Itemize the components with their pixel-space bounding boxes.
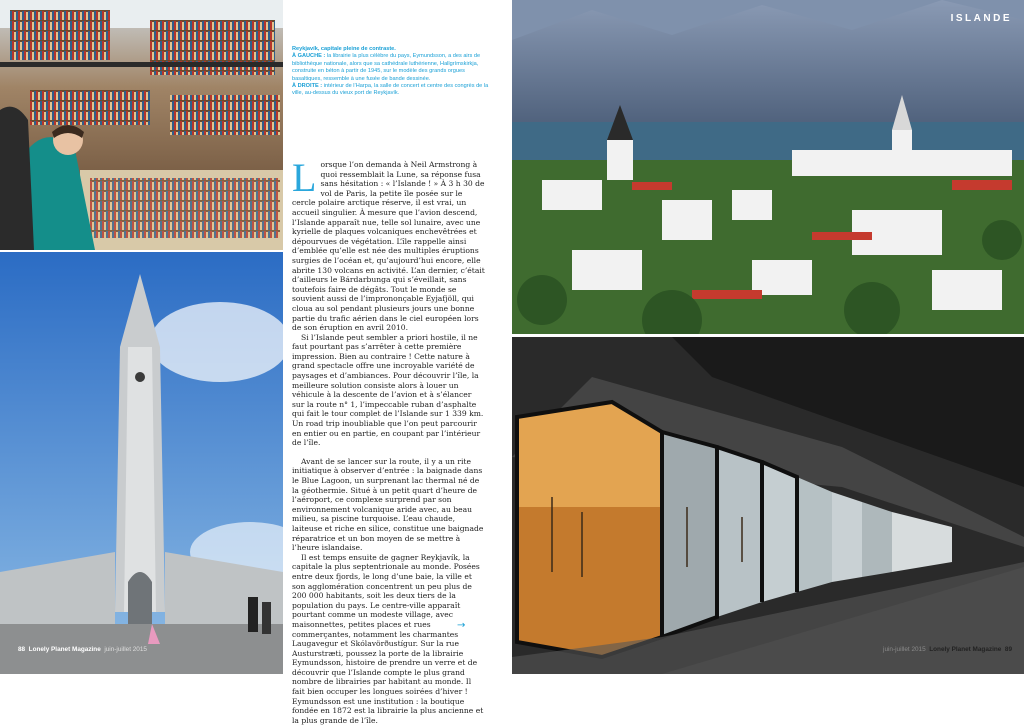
article-paragraph: Il est temps ensuite de gagner Reykjavík, la capitale la plus septentrionale au monde. Posées entre deux fjords, le long d’une baie, la ville et son agglomération concentrent un peu plus de 200 000 habitants, soit les deux tiers de la population du pays. Le centre-ville apparaît pourtant comme un modeste village, avec maisonnettes, petites places et rues commerçantes, notamment les charmantes Laugavegur et Skólavörðustígur. Sur la rue Austurstræti, poussez la porte de la librairie Eymundsson, histoire de prendre un verre et de découvrir que l’Islande compte le plus grand nombre de librairies par habitant au monde. Il fait bien occuper les longues soirées d’hiver ! Eymundsson est une institution : la boutique fondée en 1872 est la librairie la plus ancienne et la plus grande de l’île. <box>292 552 484 725</box>
section-tag: ISLANDE <box>950 13 1012 24</box>
caption-left-label: À GAUCHE : <box>292 53 326 60</box>
page-number-right: 89 <box>1004 646 1012 653</box>
caption-right-text: intérieur de l’Harpa, la salle de concert et centre des congrès de la ville, au-dessus du vieux port de Reykjavík. <box>292 83 489 97</box>
issue-date-left: juin-juillet 2015 <box>104 646 147 653</box>
article-paragraph: Avant de se lancer sur la route, il y a un rite initiatique à observer d’entrée : la baignade dans le Blue Lagoon, un surprenant lac thermal né de la géothermie. Situé à un petit quart d’heure de l’aéroport, ce complexe surprend par son environnement volcanique aride avec, au beau milieu, sa piscine turquoise. L’eau chaude, laiteuse et riche en silice, constitue une baignade réparatrice et un bon moyen de se mettre à l’heure islandaise. <box>292 456 484 553</box>
magazine-name-right: Lonely Planet Magazine <box>929 646 1002 653</box>
reykjavik-panorama-photo <box>512 0 1024 334</box>
caption-left-text: la librairie la plus célèbre du pays, Eymundsson, a des airs de bibliothèque nationale, alors que sa cathédrale luthérienne, Hallgrímskirkja, construite en béton à partir de 1945, sur le modèle des grands orgues basaltiques, ressemble à une fusée de bande dessinée. <box>292 53 481 82</box>
continue-arrow-icon: → <box>457 620 466 631</box>
harpa-interior-photo <box>512 337 1024 674</box>
caption-right-label: À DROITE : <box>292 83 323 90</box>
caption-lead: Reykjavík, capitale pleine de contraste. <box>292 46 396 52</box>
caption-left <box>292 53 492 83</box>
article-paragraph: Si l’Islande peut sembler a priori hostile, il ne faut pourtant pas s’arrêter à cette première impression. Bien au contraire ! Cette nature à grand spectacle offre une incroyable variété de paysages et d’ambiances. Pour découvrir l’île, la meilleure solution consiste alors à louer un véhicule à la descente de l’avion et à s’élancer sur la route n° 1, l’impeccable ruban d’asphalte qui fait le tour complet de l’Islande sur 1 339 km. Un road trip inoubliable que l’on peut parcourir en entier ou en partie, en coupant par l’intérieur de l’île. <box>292 332 484 448</box>
folio-right <box>883 646 1012 653</box>
church-photo <box>0 252 283 674</box>
bookstore-photo <box>0 0 283 250</box>
folio-left <box>18 646 147 653</box>
magazine-name-left: Lonely Planet Magazine <box>28 646 101 653</box>
page-number-left: 88 <box>18 646 26 653</box>
caption-right <box>292 83 492 98</box>
article-body <box>292 155 486 725</box>
article-paragraph: Lorsque l’on demanda à Neil Armstrong à quoi ressemblait la Lune, sa réponse fusa sans hésitation : « l’Islande ! » À 3 h 30 de vol de Paris, la petite île posée sur le cercle polaire arctique réserve, il est vrai, un accueil singulier. À mesure que l’avion descend, l’Islande apparaît nue, telle sol lunaire, avec une kyrielle de plaques volcaniques enchevêtrées et dépourvues de végétation. L’île rappelle ainsi d’emblée qu’elle est née des multiples éruptions surgies de l’océan et, qu’aujourd’hui encore, elle abrite 130 volcans en activité. L’an dernier, c’était d’ailleurs le Bárdarbunga qui s’éveillait, sans toutefois faire de dégâts. Tout le monde se souvient aussi de l’imprononçable Eyjafjöll, qui cloua au sol pendant plusieurs jours une bonne partie du trafic aérien dans le ciel européen lors de son éruption en avril 2010. <box>292 155 485 333</box>
drop-cap: L <box>292 155 317 200</box>
issue-date-right: juin-juillet 2015 <box>883 646 926 653</box>
photo-caption <box>292 46 492 98</box>
